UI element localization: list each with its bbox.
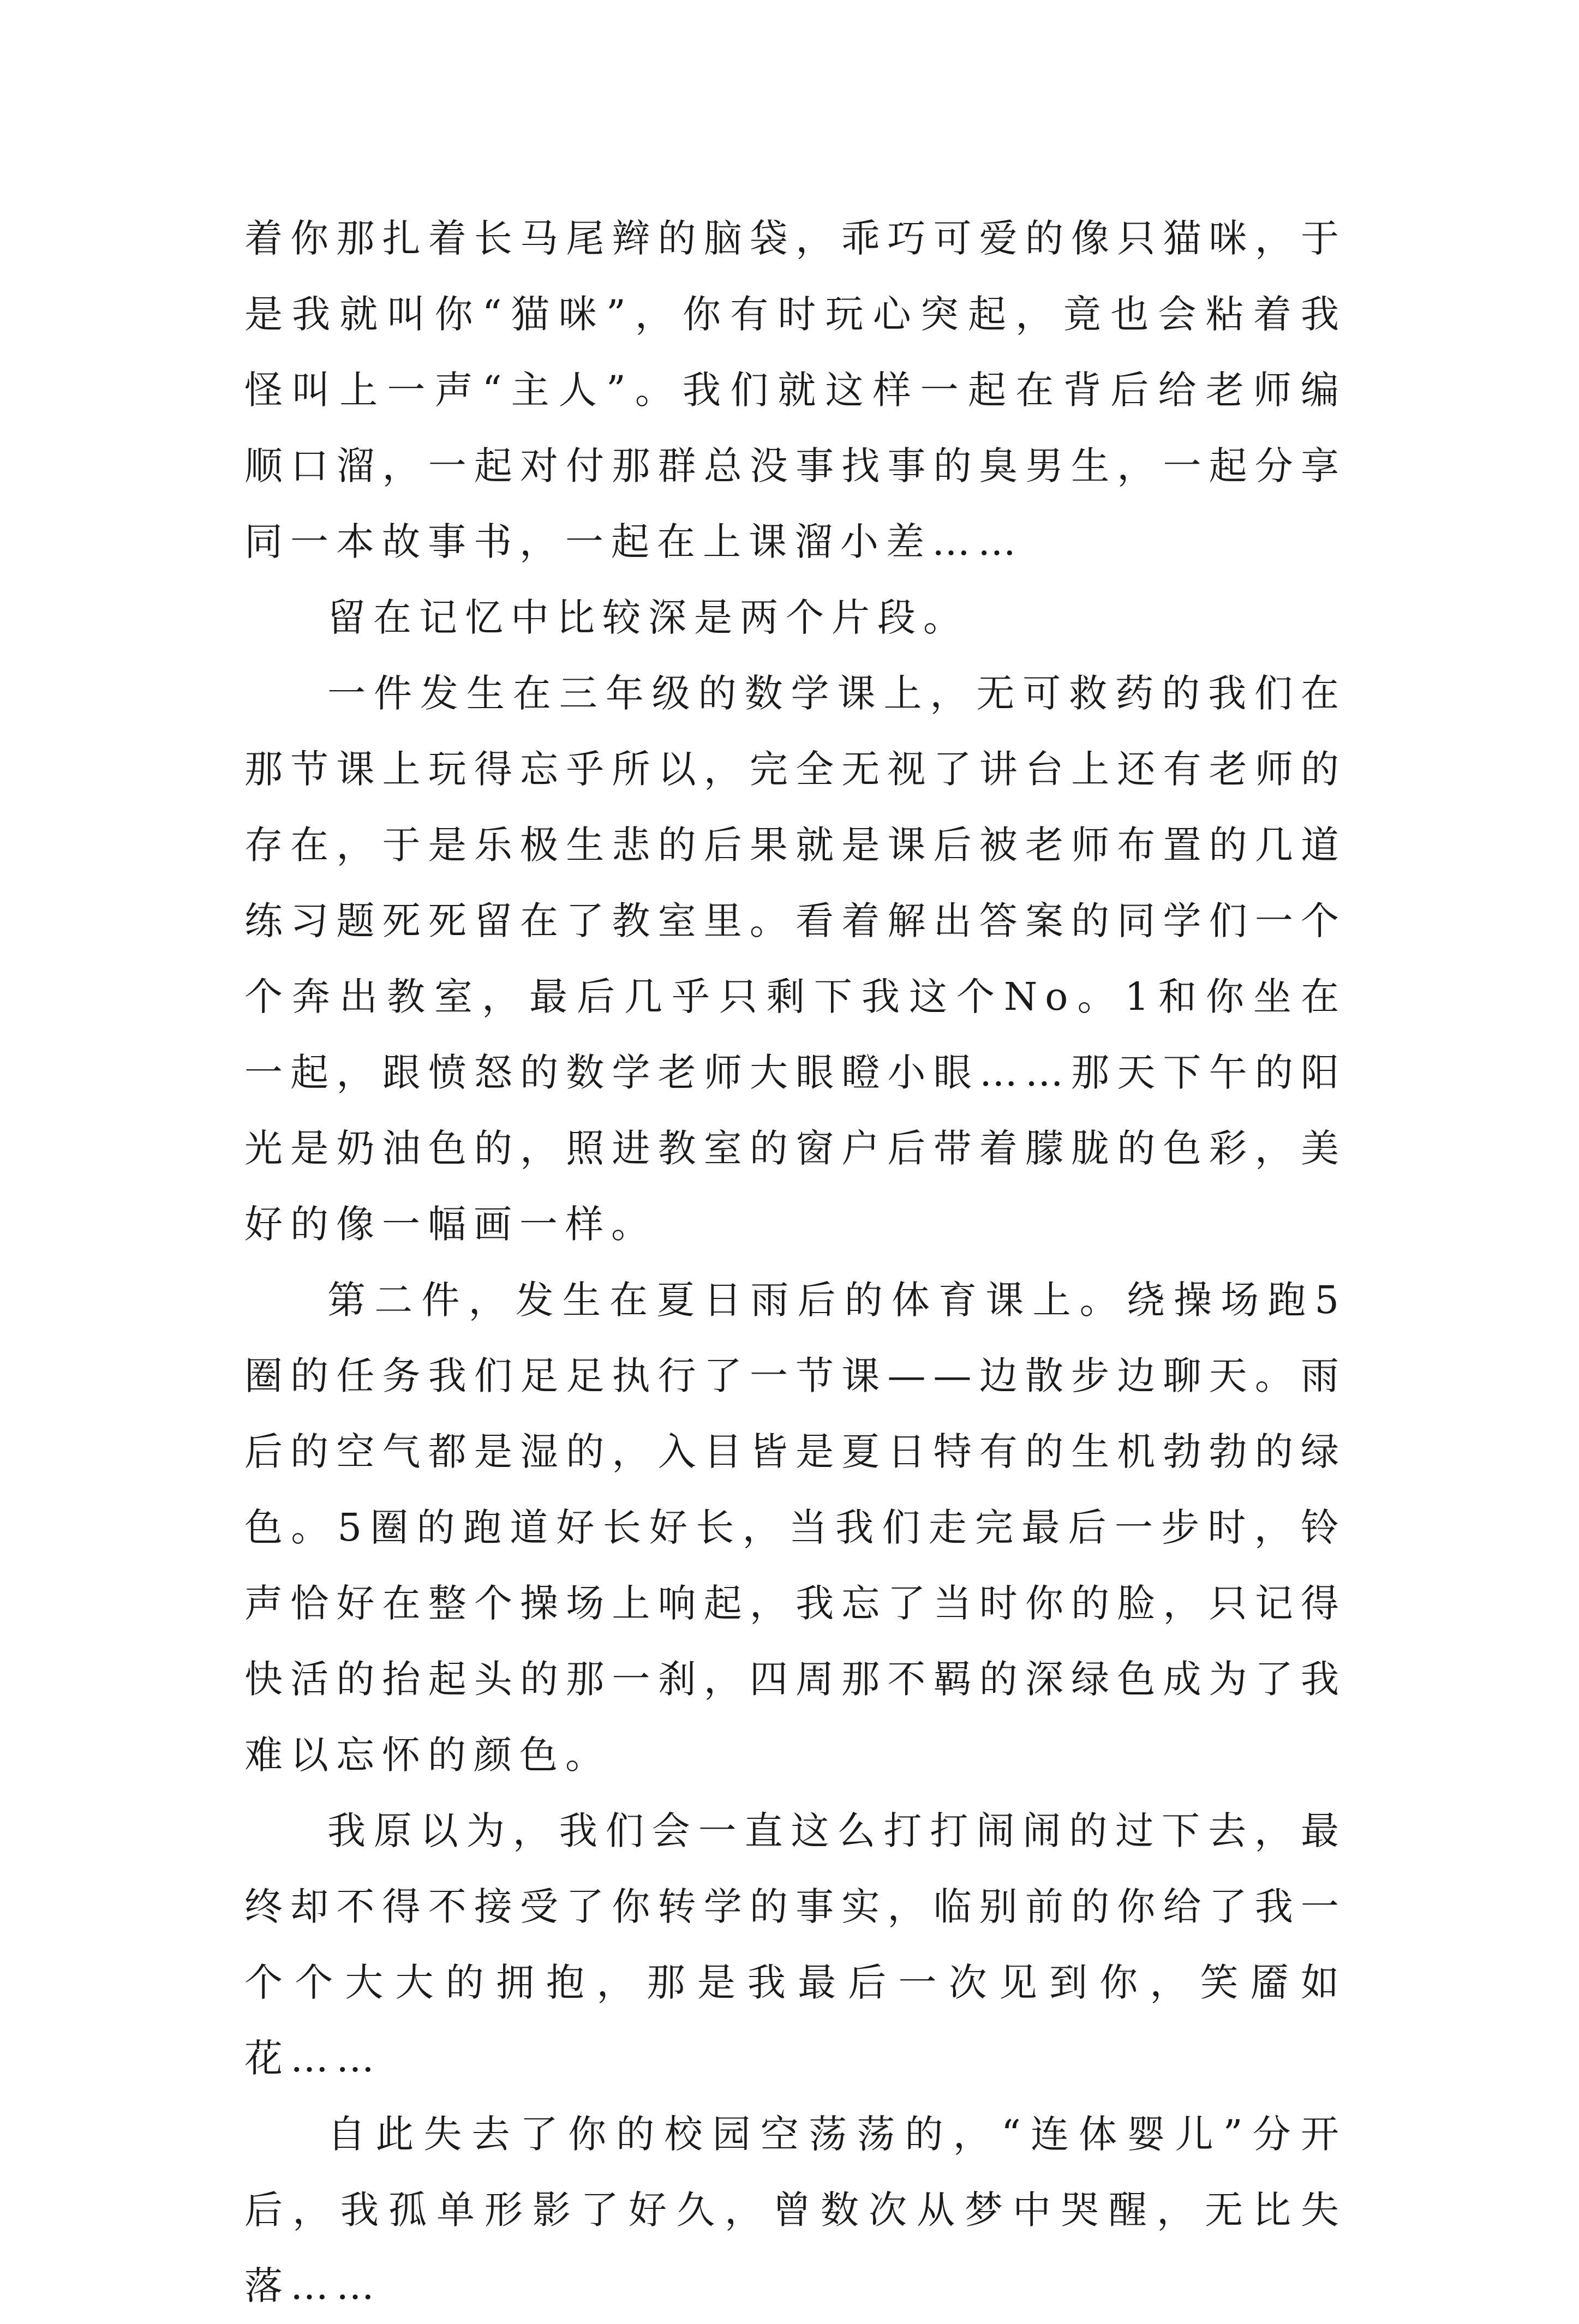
paragraph-2: 留在记忆中比较深是两个片段。 [327, 595, 969, 640]
paragraph-4: 第二件，发生在夏日雨后的体育课上。绕操场跑5圈的任务我们足足执行了一节课——边散步边聊天。雨后的空气都是湿的，入目皆是夏日特有的生机勃勃的绿色。5圈的跑道好长好长，当我们走完最后一步时，铃声恰好在整个操场上响起，我忘了当时你的脸，只记得快活的抬起头的那一刹，四周那不羁的深绿色成为了我难以忘怀的颜色。 [244, 1278, 1347, 1777]
body-text [244, 201, 1347, 2324]
paragraph-1: 着你那扎着长马尾辫的脑袋，乖巧可爱的像只猫咪，于是我就叫你“猫咪”，你有时玩心突起，竟也会粘着我怪叫上一声“主人”。我们就这样一起在背后给老师编顺口溜，一起对付那群总没事找事的臭男生，一起分享同一本故事书，一起在上课溜小差…… [244, 216, 1347, 564]
paragraph-3: 一件发生在三年级的数学课上，无可救药的我们在那节课上玩得忘乎所以，完全无视了讲台上还有老师的存在，于是乐极生悲的后果就是课后被老师布置的几道练习题死死留在了教室里。看着解出答案的同学们一个个奔出教室，最后几乎只剩下我这个No。1和你坐在一起，跟愤怒的数学老师大眼瞪小眼……那天下午的阳光是奶油色的，照进教室的窗户后带着朦胧的色彩，美好的像一幅画一样。 [244, 671, 1347, 1247]
paragraph-5: 我原以为，我们会一直这么打打闹闹的过下去，最终却不得不接受了你转学的事实，临别前的你给了我一个个大大的拥抱，那是我最后一次见到你，笑靥如花…… [244, 1808, 1347, 2081]
paragraph-6: 自此失去了你的校园空荡荡的，“连体婴儿”分开后，我孤单形影了好久，曾数次从梦中哭醒，无比失落…… [244, 2112, 1347, 2308]
